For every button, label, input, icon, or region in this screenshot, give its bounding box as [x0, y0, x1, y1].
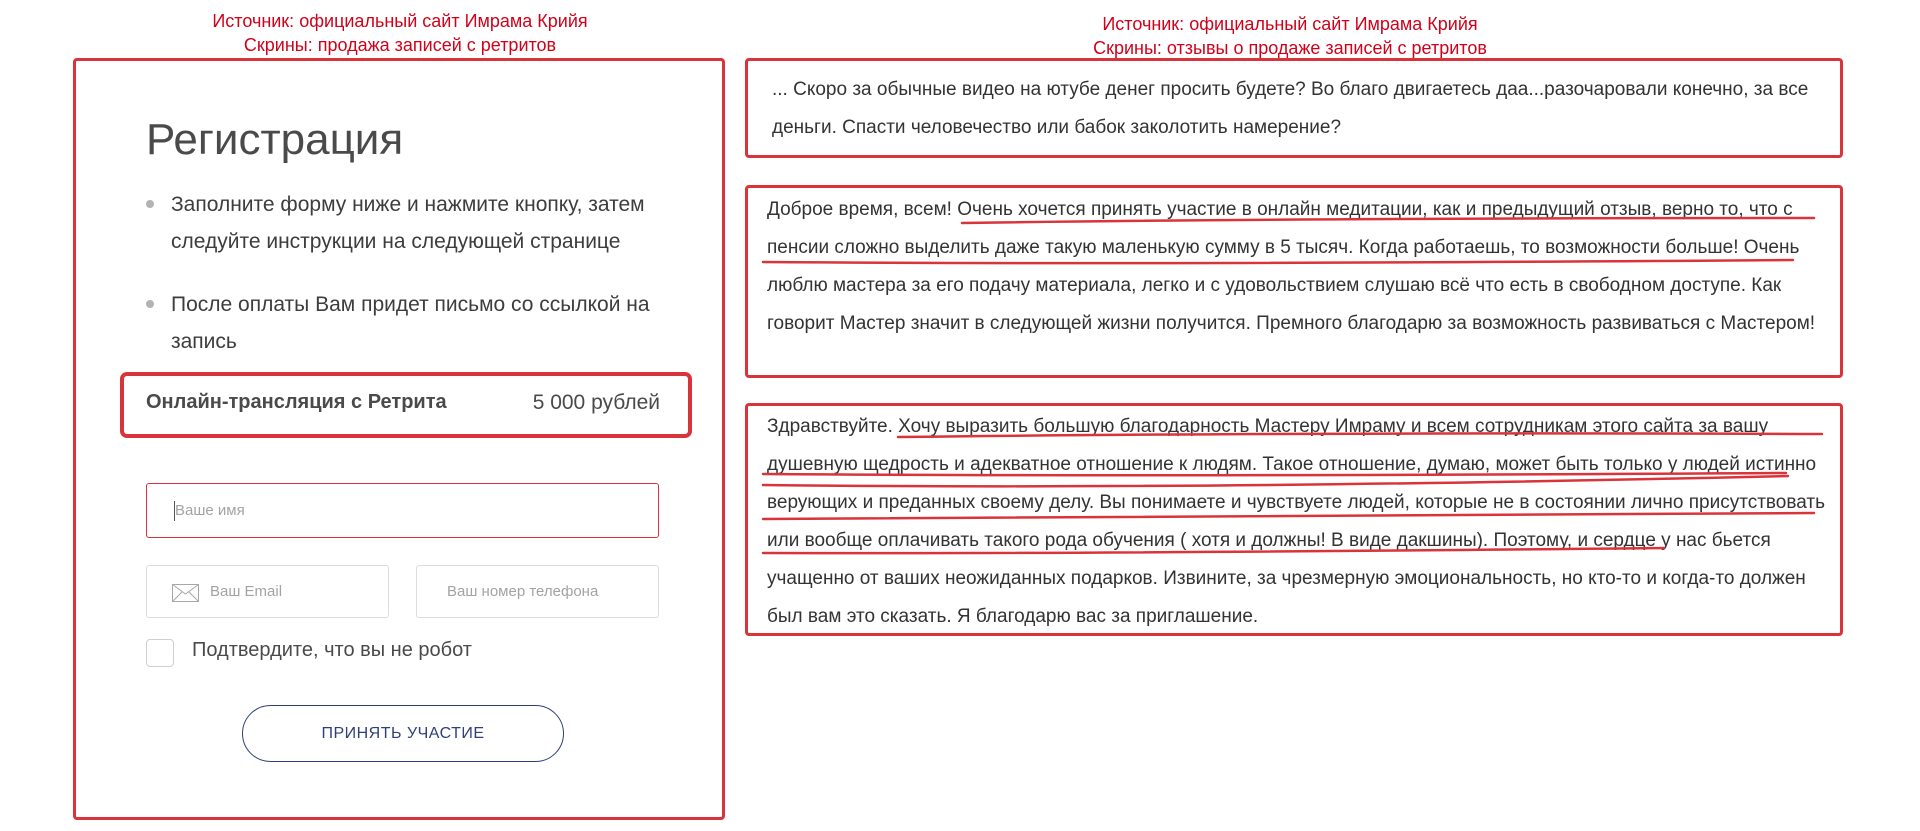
- email-input[interactable]: [146, 565, 389, 618]
- email-placeholder: Ваш Email: [210, 583, 283, 600]
- name-input[interactable]: [146, 483, 659, 538]
- captcha-label: Подтвердите, что вы не робот: [192, 639, 472, 661]
- caption-right-note: Скрины: отзывы о продаже записей с ретритов: [1093, 38, 1487, 58]
- bullet-dot-icon: [146, 300, 154, 308]
- caption-left-source: Источник: официальный сайт Имрама Крийя: [212, 11, 588, 31]
- instruction-item: [171, 186, 691, 260]
- submit-button[interactable]: ПРИНЯТЬ УЧАСТИЕ: [242, 705, 564, 762]
- text-caret: [174, 501, 175, 521]
- phone-placeholder: Ваш номер телефона: [447, 583, 599, 600]
- caption-left: [100, 9, 700, 57]
- instruction-item: [171, 286, 691, 360]
- product-price: 5 000 рублей: [532, 391, 660, 414]
- name-placeholder: Ваше имя: [175, 502, 245, 519]
- registration-title: Регистрация: [146, 115, 404, 164]
- envelope-icon: [172, 584, 199, 602]
- product-name: Онлайн-трансляция с Ретрита: [146, 391, 447, 413]
- instruction-text: Заполните форму ниже и нажмите кнопку, затем следуйте инструкции на следующей странице: [171, 193, 645, 253]
- instruction-text: После оплаты Вам придет письмо со ссылкой на запись: [171, 293, 650, 353]
- caption-left-note: Скрины: продажа записей с ретритов: [243, 35, 557, 55]
- caption-right: [940, 12, 1640, 60]
- captcha-checkbox[interactable]: [146, 639, 174, 667]
- phone-input[interactable]: [416, 565, 659, 618]
- bullet-dot-icon: [146, 200, 154, 208]
- review-text: Здравствуйте. Хочу выразить большую благодарность Мастеру Имраму и всем сотрудникам этого сайта за вашу душевную щедрость и адекватное отношение к людям. Такое отношение, думаю, может быть только у людей истинно верующих и преданных своему делу. Вы понимаете и чувствуете людей, которые не в состоянии лично присутствовать или вообще оплачивать такого рода обучения ( хотя и должны! В виде дакшины). Поэтому, и сердце у нас бьется учащенно от ваших неожиданных подарков. Извините, за чрезмерную эмоциональность, но кто-то и когда-то должен был вам это сказать. Я благодарю вас за приглашение.: [767, 416, 1826, 627]
- review-text: Доброе время, всем! Очень хочется принять участие в онлайн медитации, как и предыдущий отзыв, верно то, что с пенсии сложно выделить даже такую маленькую сумму в 5 тысяч. Когда работаешь, то возможности больше! Очень люблю мастера за его подачу материала, легко и с удовольствием слушаю всё что есть в свободном доступе. Как говорит Мастер значит в следующей жизни получится. Премного благодарю за возможность развиваться с Мастером!: [767, 199, 1816, 334]
- review-text: ... Скоро за обычные видео на ютубе денег просить будете? Во благо двигаетесь даа...разочаровали конечно, за все деньги. Спасти человечество или бабок заколотить намерение?: [772, 79, 1809, 138]
- caption-right-source: Источник: официальный сайт Имрама Крийя: [1102, 14, 1478, 34]
